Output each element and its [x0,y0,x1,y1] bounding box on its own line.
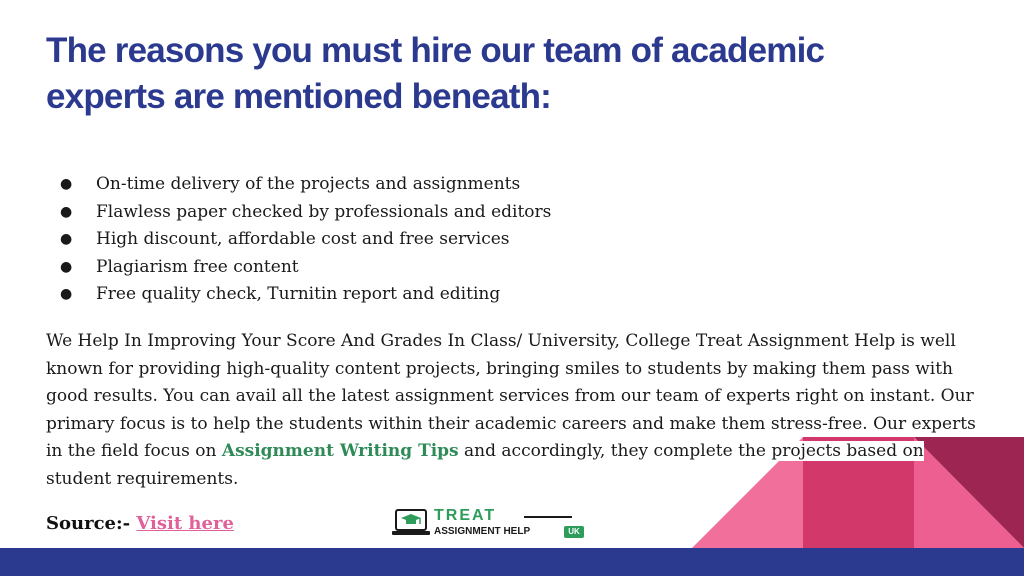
body-paragraph [46,328,986,493]
list-item [60,281,551,309]
laptop-graduation-cap-icon [392,506,432,540]
source-label: Source:- [46,513,131,534]
bullet-icon: ● [60,258,73,275]
visit-here-link[interactable]: Visit here [136,513,234,534]
assignment-writing-tips-link[interactable]: Assignment Writing Tips [221,441,459,461]
list-item [60,226,551,254]
bullet-icon: ● [60,203,73,220]
bullet-icon: ● [60,286,73,302]
logo-badge-uk: UK [564,526,584,538]
list-item-text: Plagiarism free content [96,256,299,277]
paragraph-text-end: and accordingly, they complete the projects based on student requirements. [46,441,924,489]
treat-assignment-help-logo [392,506,592,540]
bullet-icon: ● [60,176,73,192]
list-item-text: On-time delivery of the projects and assignments [96,174,521,194]
list-item [60,199,551,227]
bullet-icon: ● [60,231,73,247]
footer-bar [0,548,1024,576]
list-item [60,254,551,282]
logo-divider [524,516,572,518]
page-title: The reasons you must hire our team of academic experts are mentioned beneath: [46,31,825,116]
logo-text-treat: TREAT [434,507,497,524]
paragraph-text: We Help In Improving Your Score And Grades In Class/ University, College Treat Assignment Help is well known for providing high-quality content projects, bringing smiles to students by making them pass with good results. You can avail all the latest assignment services from our team of experts right on instant. Our primary focus is to help the students within their academic careers and make them stress-free. Our experts in the field focus on [46,331,976,461]
reasons-list [60,171,551,309]
list-item [60,171,551,199]
list-item-text: Flawless paper checked by professionals and editors [96,201,552,222]
list-item-text: High discount, affordable cost and free services [96,229,510,249]
logo-text-assignment-help: ASSIGNMENT HELP [434,526,531,537]
list-item-text: Free quality check, Turnitin report and editing [96,284,501,304]
source-line [46,510,234,538]
